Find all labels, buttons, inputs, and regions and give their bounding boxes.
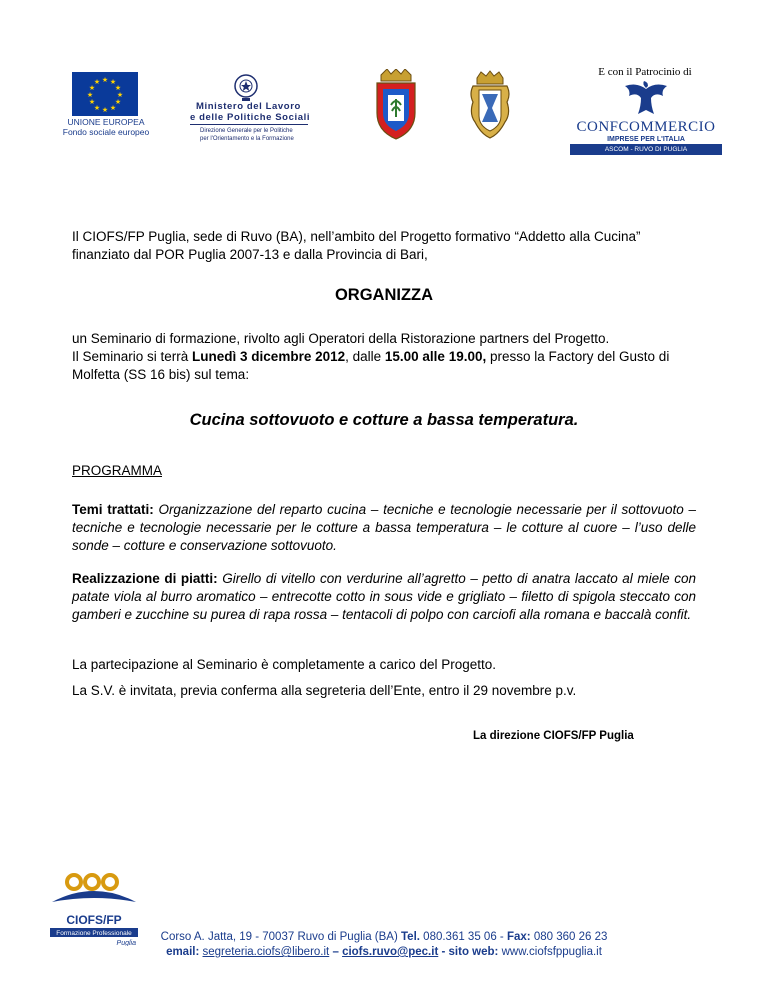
- footer-tel-label: Tel.: [401, 931, 420, 943]
- footer-pec-link[interactable]: ciofs.ruvo@pec.it: [342, 946, 439, 958]
- temi-paragraph: [72, 501, 696, 555]
- eu-logo-caption: UNIONE EUROPEA: [67, 117, 145, 127]
- participation-text: La partecipazione al Seminario è completamente a carico del Progetto.: [72, 657, 496, 672]
- confcommercio-tagline: IMPRESE PER L'ITALIA: [607, 136, 685, 143]
- seminar-line-3: Molfetta (SS 16 bis) sul tema:: [72, 367, 250, 382]
- footer-email-label: email:: [166, 946, 200, 958]
- svg-text:★: ★: [88, 84, 96, 92]
- footer-email-link[interactable]: segreteria.ciofs@libero.it: [202, 946, 330, 958]
- ciofs-logo-bar: Formazione Professionale: [56, 930, 132, 937]
- intro-line-2: finanziato dal POR Puglia 2007-13 e dalla Provincia di Bari,: [72, 247, 428, 262]
- piatti-text: Girello di vitello con verdurine all’agretto – petto di anatra laccato al miele con patate viola al burro aromatico – entrecotte cotto in sous vide e grigliato – filetto di spigola steccato con gamberi e zucchine su purea di rapa rossa – tentacoli di polpo con carciofi alla romana e baccalà confit.: [72, 571, 696, 622]
- footer-address: Corso A. Jatta, 19 - 70037 Ruvo di Puglia (BA): [160, 931, 398, 943]
- svg-text:★: ★: [109, 78, 117, 86]
- seminar-text: , dalle: [345, 349, 385, 364]
- signature: La direzione CIOFS/FP Puglia: [473, 730, 634, 742]
- svg-text:★: ★: [114, 84, 122, 92]
- programma-heading: PROGRAMMA: [72, 463, 163, 478]
- patronage-label: E con il Patrocinio di: [598, 66, 692, 78]
- footer-contact-line: email: segreteria.ciofs@libero.it – ciofs.ruvo@pec.it - sito web: www.ciofsfppuglia.it: [166, 946, 602, 958]
- svg-text:★: ★: [88, 98, 96, 106]
- piatti-paragraph: [72, 570, 696, 624]
- ministry-name-line1: Ministero del Lavoro: [196, 101, 301, 112]
- svg-text:★: ★: [101, 106, 109, 114]
- puglia-region-crest-icon: [371, 69, 421, 141]
- confcommercio-name: CONFCOMMERCIO: [576, 119, 716, 135]
- svg-text:★: ★: [93, 78, 101, 86]
- footer-fax-label: Fax:: [506, 931, 531, 943]
- svg-text:★: ★: [93, 104, 101, 112]
- seminar-line-1: un Seminario di formazione, rivolto agli Operatori della Ristorazione partners del Progetto.: [72, 331, 610, 346]
- svg-text:★: ★: [116, 91, 124, 99]
- footer-web-label: sito web:: [448, 946, 499, 958]
- seminar-theme-title: Cucina sottovuoto e cotture a bassa temperatura.: [189, 411, 579, 429]
- seminar-time: 15.00 alle 19.00,: [384, 349, 487, 364]
- seminar-venue: presso la Factory del Gusto di: [486, 349, 670, 364]
- footer-fax: 080 360 26 23: [533, 931, 608, 943]
- ministry-department-line2: per l'Orientamento e la Formazione: [200, 136, 294, 142]
- seminar-text: Il Seminario si terrà: [72, 349, 193, 364]
- ministry-name-line2: e delle Politiche Sociali: [190, 112, 311, 123]
- footer-address-line: Corso A. Jatta, 19 - 70037 Ruvo di Puglia (BA) Tel. 080.361 35 06 - Fax: 080 360 26 23: [160, 931, 608, 943]
- svg-text:★: ★: [109, 104, 117, 112]
- temi-label: Temi trattati:: [72, 502, 154, 517]
- footer-tel: 080.361 35 06: [423, 931, 497, 943]
- seminar-date: Lunedì 3 dicembre 2012: [192, 349, 346, 364]
- ministry-department-line1: Direzione Generale per le Politiche: [200, 128, 293, 134]
- svg-text:★: ★: [86, 91, 94, 99]
- eu-logo-subcaption: Fondo sociale europeo: [62, 127, 150, 137]
- ciofs-logo-name: CIOFS/FP: [66, 913, 122, 927]
- ministry-divider: [190, 124, 308, 125]
- svg-text:★: ★: [101, 76, 109, 84]
- confcommercio-branch-bar: ASCOM - RUVO DI PUGLIA: [570, 144, 722, 155]
- italian-republic-emblem-icon: [233, 72, 259, 102]
- organizza-heading: ORGANIZZA: [334, 286, 434, 304]
- ruvo-city-crest-icon: [465, 70, 515, 142]
- footer-website[interactable]: www.ciofsfppuglia.it: [501, 946, 602, 958]
- eu-flag-logo: [72, 72, 138, 116]
- piatti-label: Realizzazione di piatti:: [72, 571, 218, 586]
- seminar-line-2: [72, 348, 696, 366]
- confcommercio-eagle-icon: [623, 80, 669, 118]
- invitation-text: La S.V. è invitata, previa conferma alla segreteria dell’Ente, entro il 29 novembre p.v.: [72, 683, 577, 698]
- intro-line-1: Il CIOFS/FP Puglia, sede di Ruvo (BA), nell’ambito del Progetto formativo “Addetto alla Cucina”: [72, 229, 641, 244]
- ciofs-logo-region: Puglia: [116, 940, 136, 946]
- svg-text:★: ★: [114, 98, 122, 106]
- temi-text: Organizzazione del reparto cucina – tecniche e tecnologie necessarie per il sottovuoto – tecniche e tecnologie necessarie per le cotture a bassa temperatura – le cotture al cuore – l’uso delle sonde – cotture e conservazione sottovuoto.: [72, 502, 696, 553]
